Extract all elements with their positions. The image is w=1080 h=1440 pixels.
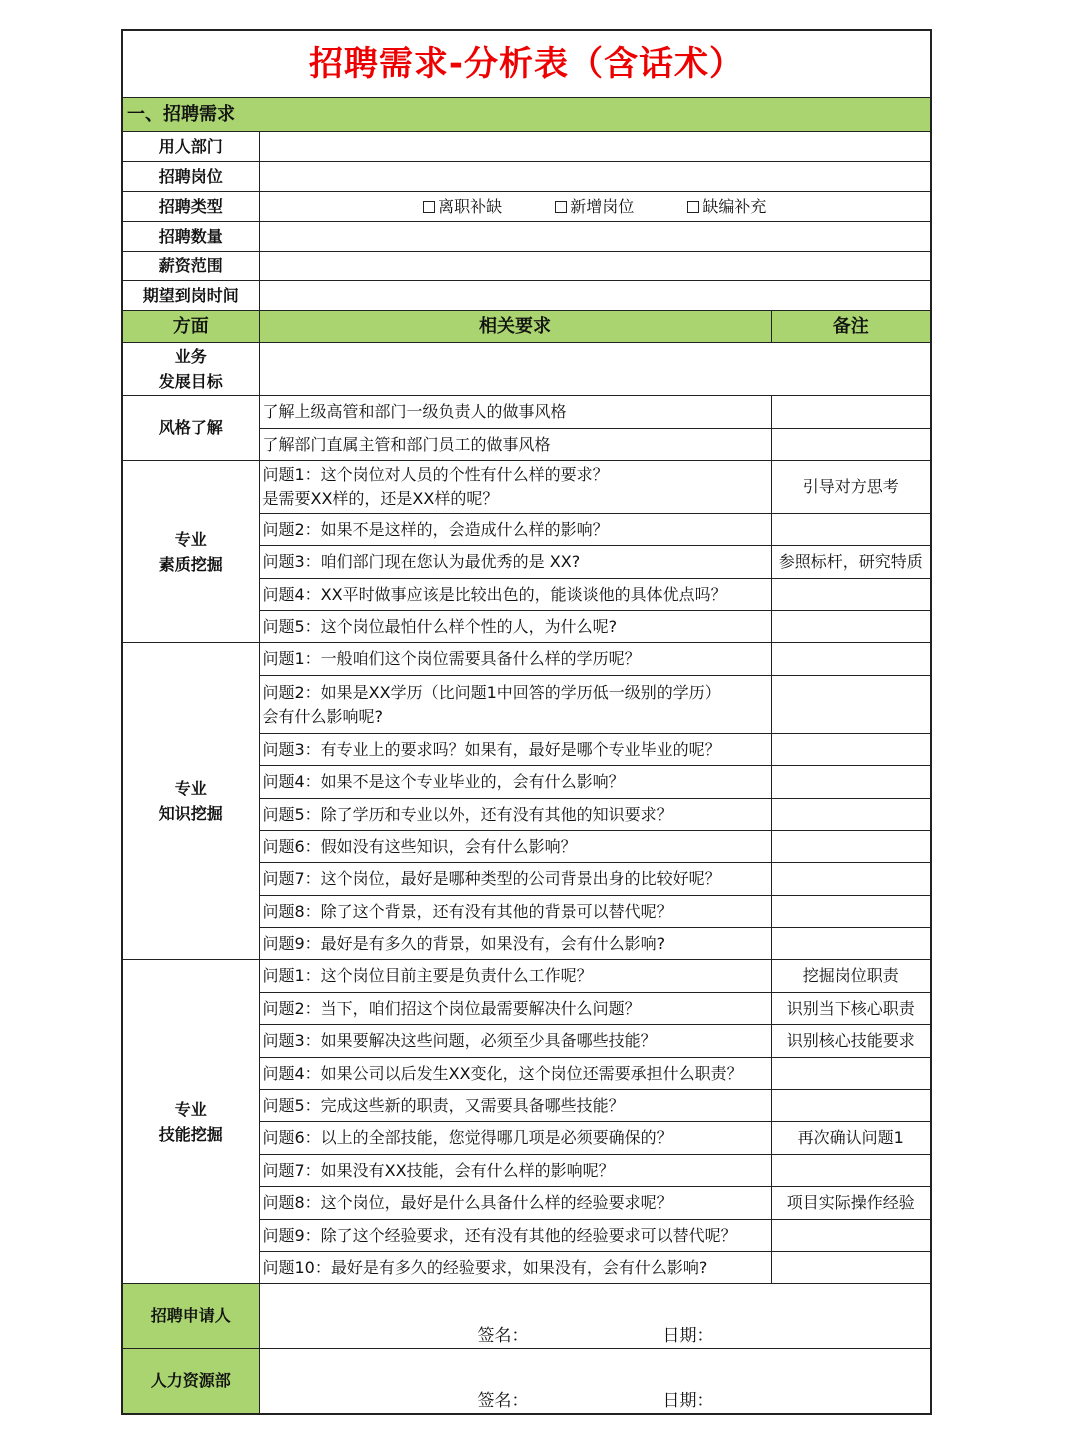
- question-cell: 问题2：如果不是这样的，会造成什么样的影响？: [259, 514, 771, 546]
- form-label: 招聘类型: [122, 192, 259, 222]
- business-row: [122, 343, 931, 396]
- hr-label: 人力资源部: [122, 1349, 259, 1414]
- question-cell: 问题3：有专业上的要求吗？如果有，最好是哪个专业毕业的呢？: [259, 734, 771, 766]
- knowledge-row: [122, 643, 931, 676]
- signature-row-applicant: [122, 1284, 931, 1349]
- salary-field[interactable]: [259, 252, 931, 281]
- header-aspect: 方面: [122, 311, 259, 343]
- option-vacancy[interactable]: 缺编补充: [687, 195, 766, 219]
- note-cell[interactable]: 引导对方思考: [771, 461, 931, 514]
- header-requirements: 相关要求: [259, 311, 771, 343]
- checkbox-icon[interactable]: [423, 201, 435, 213]
- form-label: 薪资范围: [122, 252, 259, 281]
- sign-label: 签名：: [477, 1390, 529, 1411]
- question-cell: 问题4：如果公司以后发生XX变化，这个岗位还需要承担什么职责？: [259, 1058, 771, 1090]
- sign-label: 签名：: [477, 1326, 529, 1346]
- note-cell[interactable]: [771, 1155, 931, 1187]
- section-header-row: [122, 98, 931, 132]
- option-new-position[interactable]: 新增岗位: [555, 195, 634, 219]
- question-cell: 问题6：假如没有这些知识，会有什么影响？: [259, 831, 771, 863]
- note-cell[interactable]: [771, 734, 931, 766]
- business-goal-field[interactable]: [259, 343, 931, 396]
- note-cell[interactable]: 参照标杆，研究特质: [771, 546, 931, 579]
- question-cell: 问题5：除了学历和专业以外，还有没有其他的知识要求？: [259, 799, 771, 831]
- style-item: 了解上级高管和部门一级负责人的做事风格: [259, 396, 771, 429]
- knowledge-label: 专业 知识挖掘: [122, 643, 259, 960]
- note-cell[interactable]: [771, 611, 931, 643]
- form-row-type: [122, 192, 931, 222]
- skills-label: 专业 技能挖掘: [122, 960, 259, 1284]
- form-label: 招聘岗位: [122, 162, 259, 192]
- hr-signature-field[interactable]: [259, 1349, 931, 1414]
- quality-row: [122, 461, 931, 514]
- department-field[interactable]: [259, 132, 931, 162]
- section-heading: 一、招聘需求: [122, 98, 931, 132]
- date-label: 日期：: [662, 1390, 714, 1411]
- note-cell[interactable]: [771, 766, 931, 799]
- skills-row: [122, 960, 931, 993]
- note-cell[interactable]: [771, 1090, 931, 1122]
- question-cell: 问题2：当下，咱们招这个岗位最需要解决什么问题？: [259, 993, 771, 1025]
- form-row-quantity: [122, 222, 931, 252]
- question-cell: 问题4：如果不是这个专业毕业的，会有什么影响？: [259, 766, 771, 799]
- signature-row-hr: [122, 1349, 931, 1414]
- note-cell[interactable]: [771, 831, 931, 863]
- question-cell: 问题3：咱们部门现在您认为最优秀的是 XX?: [259, 546, 771, 579]
- note-cell[interactable]: 再次确认问题1: [771, 1122, 931, 1155]
- style-row: [122, 396, 931, 429]
- form-label: 招聘数量: [122, 222, 259, 252]
- note-cell[interactable]: 挖掘岗位职责: [771, 960, 931, 993]
- note-cell[interactable]: [771, 676, 931, 734]
- form-row-arrival: [122, 281, 931, 311]
- page-title: 招聘需求-分析表（含话术）: [122, 30, 931, 98]
- note-cell[interactable]: [771, 429, 931, 461]
- question-cell: 问题3：如果要解决这些问题，必须至少具备哪些技能？: [259, 1025, 771, 1058]
- note-cell[interactable]: [771, 643, 931, 676]
- checkbox-icon[interactable]: [687, 201, 699, 213]
- note-cell[interactable]: [771, 514, 931, 546]
- style-label: 风格了解: [122, 396, 259, 461]
- note-cell[interactable]: [771, 799, 931, 831]
- column-header-row: [122, 311, 931, 343]
- question-cell: 问题1：这个岗位对人员的个性有什么样的要求？ 是需要XX样的，还是XX样的呢？: [259, 461, 771, 514]
- note-cell[interactable]: [771, 1058, 931, 1090]
- checkbox-icon[interactable]: [555, 201, 567, 213]
- form-label: 用人部门: [122, 132, 259, 162]
- style-item: 了解部门直属主管和部门员工的做事风格: [259, 429, 771, 461]
- question-cell: 问题5：完成这些新的职责，又需要具备哪些技能？: [259, 1090, 771, 1122]
- quality-label: 专业 素质挖掘: [122, 461, 259, 643]
- question-cell: 问题7：这个岗位，最好是哪种类型的公司背景出身的比较好呢？: [259, 863, 771, 896]
- position-field[interactable]: [259, 162, 931, 192]
- note-cell[interactable]: [771, 579, 931, 611]
- question-cell: 问题7：如果没有XX技能，会有什么样的影响呢？: [259, 1155, 771, 1187]
- note-cell[interactable]: 识别核心技能要求: [771, 1025, 931, 1058]
- question-cell: 问题10：最好是有多久的经验要求，如果没有，会有什么影响?: [259, 1252, 771, 1284]
- question-cell: 问题4：XX平时做事应该是比较出色的，能谈谈他的具体优点吗？: [259, 579, 771, 611]
- question-cell: 问题1：这个岗位目前主要是负责什么工作呢？: [259, 960, 771, 993]
- note-cell[interactable]: [771, 928, 931, 960]
- form-row-salary: [122, 252, 931, 281]
- note-cell[interactable]: 识别当下核心职责: [771, 993, 931, 1025]
- form-label: 期望到岗时间: [122, 281, 259, 311]
- option-resignation[interactable]: 离职补缺: [423, 195, 502, 219]
- question-cell: 问题9：最好是有多久的背景，如果没有，会有什么影响?: [259, 928, 771, 960]
- question-cell: 问题2：如果是XX学历（比问题1中回答的学历低一级别的学历） 会有什么影响呢?: [259, 676, 771, 734]
- business-label: 业务 发展目标: [122, 343, 259, 396]
- requirement-analysis-sheet: [121, 29, 930, 1415]
- question-cell: 问题5：这个岗位最怕什么样个性的人，为什么呢?: [259, 611, 771, 643]
- question-cell: 问题8：除了这个背景，还有没有其他的背景可以替代呢？: [259, 896, 771, 928]
- applicant-signature-field[interactable]: [259, 1284, 931, 1349]
- date-label: 日期：: [662, 1326, 714, 1346]
- note-cell[interactable]: [771, 1252, 931, 1284]
- recruit-type-options: [259, 192, 931, 222]
- form-row-department: [122, 132, 931, 162]
- note-cell[interactable]: [771, 863, 931, 896]
- question-cell: 问题8：这个岗位，最好是什么具备什么样的经验要求呢？: [259, 1187, 771, 1220]
- quantity-field[interactable]: [259, 222, 931, 252]
- analysis-table: [121, 29, 932, 1415]
- title-row: [122, 30, 931, 98]
- question-cell: 问题1：一般咱们这个岗位需要具备什么样的学历呢？: [259, 643, 771, 676]
- note-cell[interactable]: 项目实际操作经验: [771, 1187, 931, 1220]
- note-cell[interactable]: [771, 1220, 931, 1252]
- note-cell[interactable]: [771, 896, 931, 928]
- form-row-position: [122, 162, 931, 192]
- question-cell: 问题6：以上的全部技能，您觉得哪几项是必须要确保的？: [259, 1122, 771, 1155]
- applicant-label: 招聘申请人: [122, 1284, 259, 1349]
- header-notes: 备注: [771, 311, 931, 343]
- note-cell[interactable]: [771, 396, 931, 429]
- arrival-time-field[interactable]: [259, 281, 931, 311]
- question-cell: 问题9：除了这个经验要求，还有没有其他的经验要求可以替代呢？: [259, 1220, 771, 1252]
